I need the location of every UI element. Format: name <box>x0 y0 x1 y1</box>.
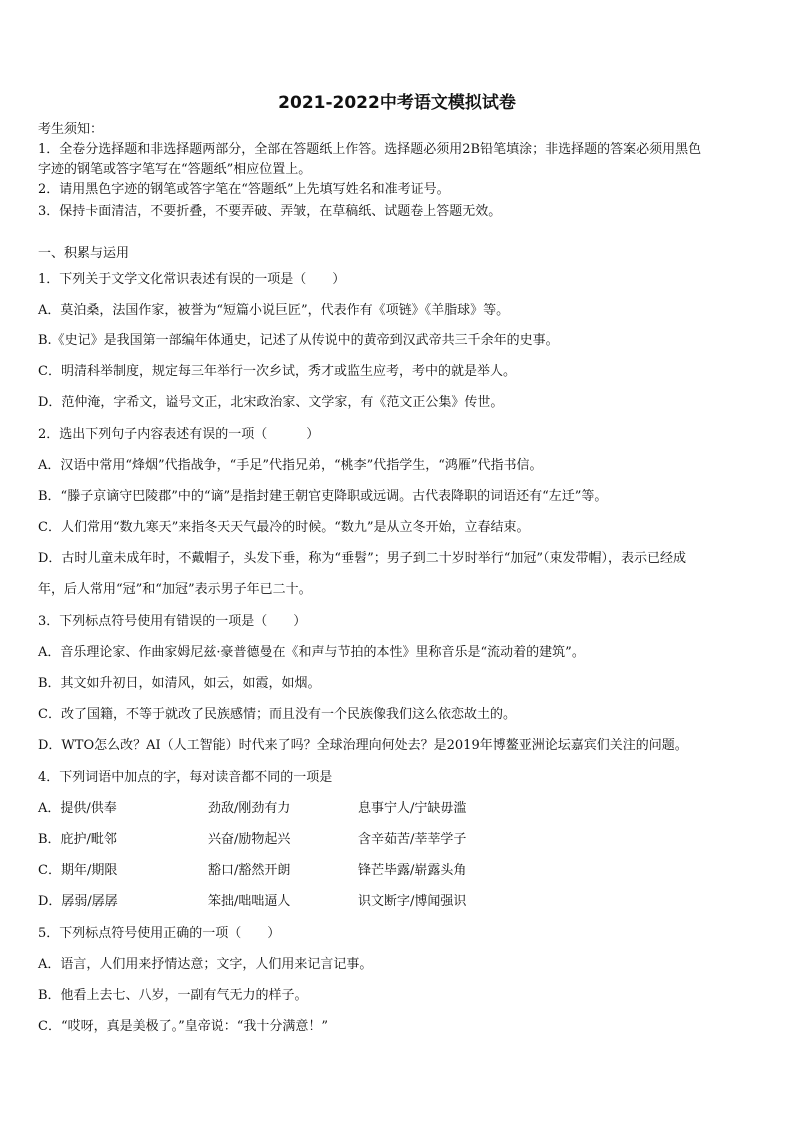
question-4-option-col3: 含辛茹苦/莘莘学子 <box>358 832 467 847</box>
question-4-option-col3: 识文断字/博闻强识 <box>358 894 467 909</box>
question-2-option-b: B．“滕子京谪守巴陵郡”中的“谪”是指封建王朝官吏降职或远调。古代表降职的词语还有“左迁”等。 <box>38 489 608 504</box>
notice-heading: 考生须知： <box>38 122 104 137</box>
question-1-stem: 1．下列关于文学文化常识表述有误的一项是（ ） <box>38 272 346 287</box>
question-3-option-b: B．其文如升初日，如清风，如云，如霞，如烟。 <box>38 676 321 691</box>
question-2-option-a: A．汉语中常用“烽烟”代指战争，“手足”代指兄弟，“桃李”代指学生，“鸿雁”代指书信。 <box>38 458 543 473</box>
question-3-option-c: C．改了国籍，不等于就改了民族感情；而且没有一个民族像我们这么依恋故土的。 <box>38 707 516 722</box>
section-heading: 一、积累与运用 <box>38 246 130 261</box>
question-2-option-d: D．古时儿童未成年时，不戴帽子，头发下垂，称为“垂髫”；男子到二十岁时举行“加冠”（束发带帽），表示已经成 <box>38 551 687 566</box>
question-5-option-a: A．语言，人们用来抒情达意；文字，人们用来记言记事。 <box>38 957 373 972</box>
question-3-stem: 3．下列标点符号使用有错误的一项是（ ） <box>38 614 307 629</box>
notice-item: 字迹的钢笔或答字笔写在“答题纸”相应位置上。 <box>38 162 312 177</box>
question-1-option-b: B.《史记》是我国第一部编年体通史，记述了从传说中的黄帝到汉武帝共三千余年的史事。 <box>38 333 559 348</box>
question-3-option-d: D．WTO怎么改？AI（人工智能）时代来了吗？全球治理向何处去？是2019年博鳌亚洲论坛嘉宾们关注的问题。 <box>38 738 688 753</box>
question-5-stem: 5．下列标点符号使用正确的一项（ ） <box>38 926 281 941</box>
question-4-option-col1: B．庇护/毗邻 <box>38 832 117 847</box>
question-4-option-col2: 笨拙/咄咄逼人 <box>208 894 291 909</box>
question-2-option-c: C．人们常用“数九寒天”来指冬天天气最冷的时候。“数九”是从立冬开始，立春结束。 <box>38 520 530 535</box>
notice-item: 3．保持卡面清洁，不要折叠，不要弄破、弄皱，在草稿纸、试题卷上答题无效。 <box>38 204 502 219</box>
question-1-option-d: D．范仲淹，字希文，谥号文正，北宋政治家、文学家，有《范文正公集》传世。 <box>38 395 504 410</box>
question-5-option-b: B．他看上去七、八岁，一副有气无力的样子。 <box>38 988 308 1003</box>
question-4-option-col1: A．提供/供奉 <box>38 801 117 816</box>
question-4-option-col2: 劲敌/刚劲有力 <box>208 801 291 816</box>
question-1-option-c: C．明清科举制度，规定每三年举行一次乡试，秀才或监生应考，考中的就是举人。 <box>38 364 516 379</box>
question-2-stem: 2．选出下列句子内容表述有误的一项（ ） <box>38 427 320 442</box>
question-1-option-a: A．莫泊桑，法国作家，被誉为“短篇小说巨匠”，代表作有《项链》《羊脂球》等。 <box>38 303 510 318</box>
question-4-option-col3: 锋芒毕露/崭露头角 <box>358 863 467 878</box>
question-4-option-col2: 豁口/豁然开朗 <box>208 863 291 878</box>
page-title: 2021-2022中考语文模拟试卷 <box>278 93 516 113</box>
question-3-option-a: A．音乐理论家、作曲家姆尼兹·豪普德曼在《和声与节拍的本性》里称音乐是“流动着的建筑”。 <box>38 645 585 660</box>
question-4-stem: 4．下列词语中加点的字，每对读音都不同的一项是 <box>38 770 333 785</box>
question-5-option-c: C．“哎呀，真是美极了。”皇帝说：“我十分满意！” <box>38 1019 329 1034</box>
question-4-option-col1: D．孱弱/孱孱 <box>38 894 118 909</box>
question-2-option-d-cont: 年，后人常用“冠”和“加冠”表示男子年已二十。 <box>38 582 312 597</box>
question-4-option-col3: 息事宁人/宁缺毋滥 <box>358 801 467 816</box>
notice-item: 2．请用黑色字迹的钢笔或答字笔在“答题纸”上先填写姓名和准考证号。 <box>38 182 450 197</box>
question-4-option-col1: C．期年/期限 <box>38 863 118 878</box>
notice-item: 1．全卷分选择题和非选择题两部分，全部在答题纸上作答。选择题必须用2B铅笔填涂；非选择题的答案必须用黑色 <box>38 142 702 157</box>
question-4-option-col2: 兴奋/励物起兴 <box>208 832 291 847</box>
